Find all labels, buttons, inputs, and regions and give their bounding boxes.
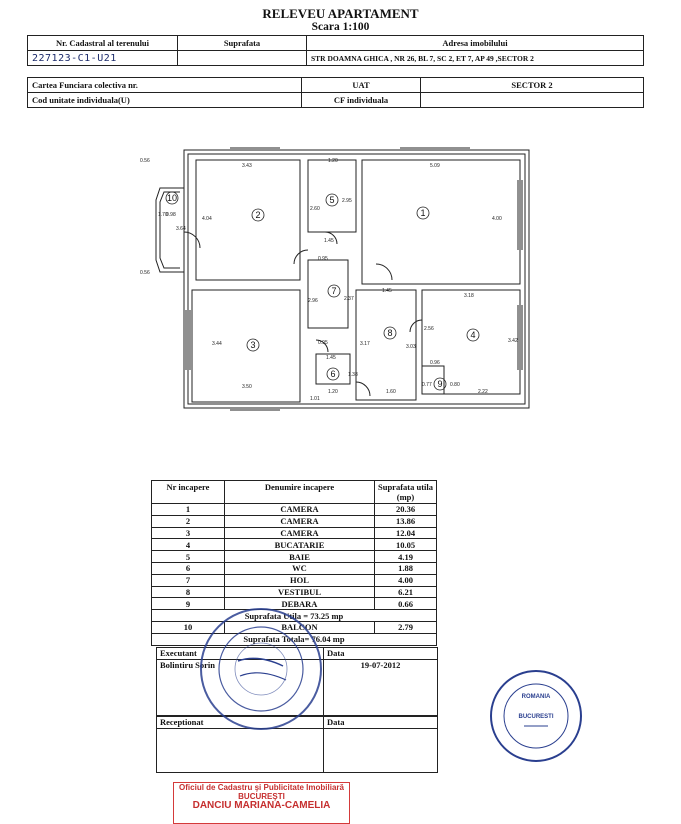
table-row: 7 HOL 4.00	[152, 574, 437, 586]
svg-text:1.45: 1.45	[324, 238, 334, 244]
suprafata-label: Suprafata	[178, 36, 307, 51]
carte-funciara-label: Cartea Funciara colectiva nr.	[28, 78, 302, 93]
svg-text:3.42: 3.42	[508, 338, 518, 344]
svg-text:1.20: 1.20	[328, 158, 338, 164]
surveyor-stamp	[198, 606, 324, 732]
svg-text:2.56: 2.56	[424, 326, 434, 332]
svg-text:1.20: 1.20	[328, 389, 338, 395]
executant-name: Bolintiru Sorin	[157, 660, 324, 716]
svg-text:2.96: 2.96	[308, 298, 318, 304]
svg-text:3.43: 3.43	[242, 163, 252, 169]
nr-cadastral-label: Nr. Cadastral al terenului	[28, 36, 178, 51]
date-value: 19-07-2012	[324, 660, 438, 716]
red-stamp-line-3: DANCIU MARIANA-CAMELIA	[192, 800, 331, 811]
red-stamp-line-1: Oficiul de Cadastru şi Publicitate Imobiliară	[179, 783, 344, 792]
room-number-9: 9	[437, 379, 443, 389]
cod-unitate-label: Cod unitate individuala(U)	[28, 93, 302, 108]
uat-value: SECTOR 2	[421, 78, 644, 93]
room-number-8: 8	[387, 328, 393, 338]
table-row: 1 CAMERA 20.36	[152, 504, 437, 516]
col-header-area: Suprafata utila (mp)	[375, 481, 437, 504]
table-row: 10 BALCON 2.79	[152, 621, 437, 633]
suprafata-totala: Suprafata Totala= 76.04 mp	[152, 633, 437, 645]
floor-plan	[130, 140, 550, 415]
svg-text:2.22: 2.22	[478, 389, 488, 395]
document-scale: Scara 1:100	[311, 21, 370, 33]
svg-text:4.00: 4.00	[492, 216, 502, 222]
svg-text:3.44: 3.44	[212, 341, 222, 347]
nr-cadastral-value: 227123-C1-U21	[28, 51, 178, 66]
data-label-2: Data	[324, 717, 438, 729]
svg-text:2.95: 2.95	[342, 198, 352, 204]
svg-text:3.17: 3.17	[360, 341, 370, 347]
col-header-nr: Nr incapere	[152, 481, 225, 504]
svg-text:3.18: 3.18	[464, 293, 474, 299]
room-number-3: 3	[250, 340, 256, 350]
cf-label: CF individuala	[302, 93, 421, 108]
table-row: 9 DEBARA 0.66	[152, 598, 437, 610]
receptionat-signature	[157, 729, 324, 773]
svg-text:3.50: 3.50	[242, 384, 252, 390]
svg-text:3.64: 3.64	[176, 226, 186, 232]
room-number-2: 2	[255, 210, 261, 220]
svg-text:2.37: 2.37	[344, 296, 354, 302]
room-number-5: 5	[329, 195, 335, 205]
adresa-value: STR DOAMNA GHICA , NR 26, BL 7, SC 2, ET 7, AP 49 ,SECTOR 2	[307, 51, 644, 66]
svg-text:1.60: 1.60	[386, 389, 396, 395]
table-row: 5 BAIE 4.19	[152, 551, 437, 563]
svg-text:0.80: 0.80	[450, 382, 460, 388]
svg-text:0.96: 0.96	[430, 360, 440, 366]
room-number-1: 1	[420, 208, 426, 218]
svg-text:0.95: 0.95	[318, 340, 328, 346]
svg-text:1.01: 1.01	[310, 396, 320, 402]
svg-text:0.56: 0.56	[140, 270, 150, 276]
svg-text:1.38: 1.38	[348, 372, 358, 378]
red-stamp-line-2: BUCUREŞTI	[238, 792, 285, 801]
svg-text:1.45: 1.45	[326, 355, 336, 361]
room-1-outline	[362, 160, 520, 284]
svg-text:0.95: 0.95	[318, 256, 328, 262]
info-table	[27, 35, 644, 66]
data-label: Data	[324, 648, 438, 660]
col-header-name: Denumire incapere	[225, 481, 375, 504]
cf-value	[421, 93, 644, 108]
svg-text:1.70: 1.70	[158, 212, 168, 218]
suprafata-utila: Suprafata Utila = 73.25 mp	[152, 610, 437, 622]
adresa-label: Adresa imobilului	[307, 36, 644, 51]
svg-text:BUCURESTI: BUCURESTI	[518, 714, 554, 720]
table-row: 4 BUCATARIE 10.05	[152, 539, 437, 551]
document-title: RELEVEU APARTAMENT	[262, 6, 419, 21]
svg-text:0.56: 0.56	[140, 158, 150, 164]
room-number-4: 4	[470, 330, 476, 340]
svg-text:1.45: 1.45	[382, 288, 392, 294]
svg-text:4.04: 4.04	[202, 216, 212, 222]
svg-text:0.77: 0.77	[422, 382, 432, 388]
info-table-2	[27, 77, 644, 108]
room-number-7: 7	[331, 286, 337, 296]
room-7-outline	[308, 260, 348, 328]
table-row: 2 CAMERA 13.86	[152, 515, 437, 527]
room-number-6: 6	[330, 369, 336, 379]
table-row: 8 VESTIBUL 6.21	[152, 586, 437, 598]
svg-text:5.09: 5.09	[430, 163, 440, 169]
room-number-10: 10	[166, 193, 178, 203]
executant-label: Executant	[157, 648, 324, 660]
svg-text:0.98: 0.98	[166, 212, 176, 218]
receptionat-label: Receptionat	[157, 717, 324, 729]
table-row: 6 WC 1.88	[152, 562, 437, 574]
svg-text:2.60: 2.60	[310, 206, 320, 212]
red-stamp	[173, 782, 350, 824]
ocpi-stamp	[488, 668, 584, 764]
svg-text:3.03: 3.03	[406, 344, 416, 350]
table-row: 3 CAMERA 12.04	[152, 527, 437, 539]
suprafata-value	[178, 51, 307, 66]
uat-label: UAT	[302, 78, 421, 93]
svg-text:ROMANIA: ROMANIA	[521, 694, 551, 700]
receptionat-date	[324, 729, 438, 773]
